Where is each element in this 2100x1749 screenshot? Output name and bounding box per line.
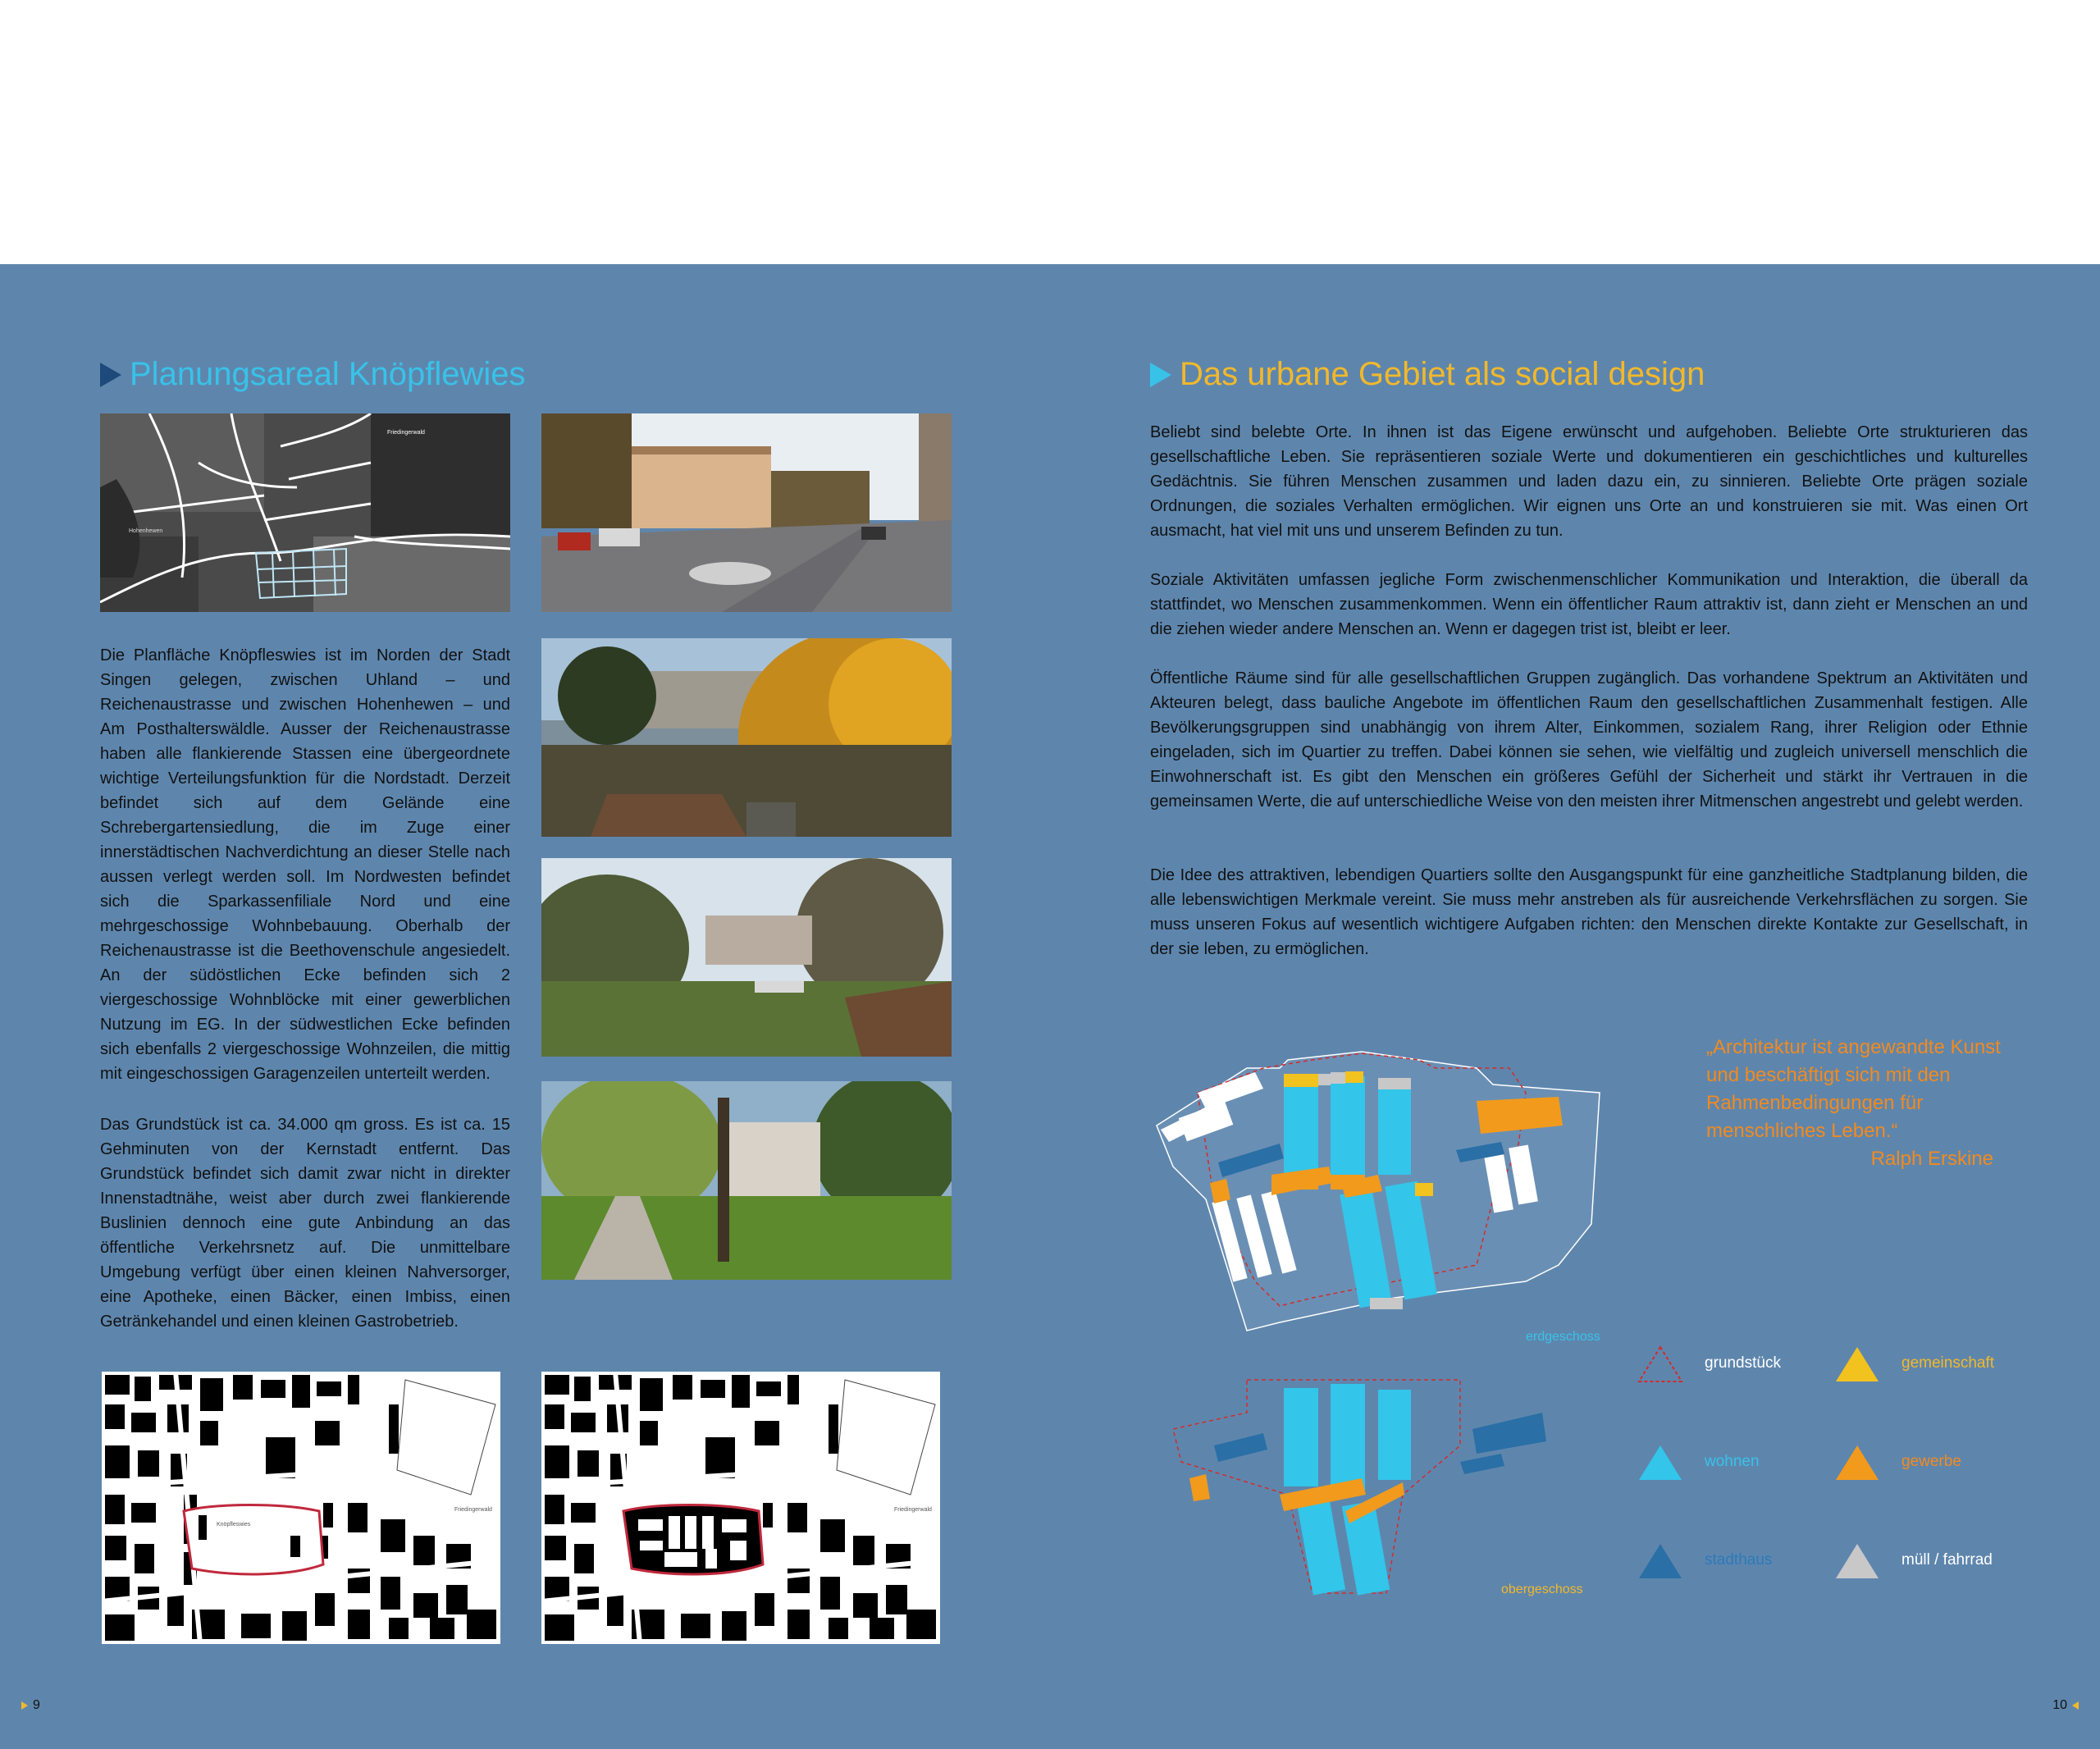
garden-photo-spring xyxy=(541,858,952,1057)
page-number-right xyxy=(2052,1698,2079,1713)
legend-label-muell-fahrrad: müll / fahrrad xyxy=(1901,1551,1993,1569)
page-number-left xyxy=(21,1698,40,1713)
triangle-outline-icon xyxy=(1637,1344,1683,1383)
legend-label-grundstueck: grundstück xyxy=(1705,1354,1781,1372)
quote-author: Ralph Erskine xyxy=(1870,1148,1993,1170)
legend-gewerbe xyxy=(1834,1442,1961,1482)
quote-text: „Architektur ist angewandte Kunst und beschäftigt sich mit den Rahmenbedingungen für menschliches Leben.“ xyxy=(1706,1036,2001,1142)
plan-label-site: Knöpfleswies xyxy=(217,1522,251,1528)
left-page-heading xyxy=(100,356,526,393)
page-marker-icon xyxy=(21,1701,28,1710)
triangle-yellow-icon xyxy=(1834,1344,1880,1383)
pull-quote xyxy=(1706,1034,2018,1173)
legend-gemeinschaft xyxy=(1834,1344,1994,1383)
street-photo xyxy=(541,413,952,612)
right-page-heading xyxy=(1150,356,1705,393)
page-marker-icon xyxy=(2072,1701,2079,1710)
figure-ground-plan-proposed xyxy=(541,1372,940,1644)
right-paragraph-2: Soziale Aktivitäten umfassen jegliche Form zwischenmenschlicher Kommunikation und Interaktion, die überall da stattfindet, wo Menschen zusammenkommen. Wenn ein öffentlicher Raum attraktiv ist, dann zieht er Menschen an und die ziehen wieder andere Menschen an. Wenn er dagegen trist ist, bleibt er leer. xyxy=(1150,571,2028,638)
plan-label-obergeschoss: obergeschoss xyxy=(1501,1582,1583,1596)
figure-ground-plan-existing xyxy=(102,1372,500,1644)
heading-triangle-icon xyxy=(1150,363,1171,387)
legend-wohnen xyxy=(1637,1442,1760,1482)
legend-label-gewerbe: gewerbe xyxy=(1901,1453,1961,1470)
aerial-label-hill: Hohenhewen xyxy=(129,528,163,534)
plan2-label-forest: Friedingerwald xyxy=(894,1507,932,1513)
triangle-darkblue-icon xyxy=(1637,1541,1683,1580)
garden-photo-autumn xyxy=(541,638,952,837)
legend-label-gemeinschaft: gemeinschaft xyxy=(1901,1354,1995,1372)
left-heading-text: Planungsareal Knöpflewies xyxy=(130,356,526,392)
right-heading-text: Das urbane Gebiet als social design xyxy=(1180,356,1705,392)
legend-stadthaus xyxy=(1637,1541,1772,1580)
legend-muell-fahrrad xyxy=(1834,1541,1993,1580)
legend-label-wohnen: wohnen xyxy=(1705,1453,1760,1470)
left-paragraph-1: Die Planfläche Knöpfleswies ist im Norden der Stadt Singen gelegen, zwischen Uhland – und Reichenaustrasse und zwischen Hohenhewen – und Am Posthalterswäldle. Ausser der Reichenaustrasse haben alle flankierende Stassen eine übergeordnete wichtige Verteilungsfunktion für die Nordstadt. Derzeit befindet sich auf dem Gelände eine Schrebergartensiedlung, die im Zuge einer innerstädtischen Nachverdichtung an dieser Stelle nach aussen verlegt werden soll. Im Nordwesten befindet sich die Sparkassenfiliale Nord und eine mehrgeschossige Wohnbebauung. Oberhalb der Reichenaustrasse ist die Beethovenschule angesiedelt. An der südöstlichen Ecke befinden sich 2 viergeschossige Wohnblöcke mit einer gewerblichen Nutzung im EG. In der südwestlichen Ecke befinden sich ebenfalls 2 viergeschossige Wohnzeilen, die mittig mit eingeschossigen Garagenzeilen unterteilt werden. xyxy=(100,646,510,1083)
path-photo xyxy=(541,1081,952,1280)
triangle-grey-icon xyxy=(1834,1541,1880,1580)
right-paragraph-1: Beliebt sind belebte Orte. In ihnen ist das Eigene erwünscht und aufgehoben. Beliebte Orte strukturieren das gesellschaftliche Leben. Sie repräsentieren soziale Werte und dokumentieren ein geschichtliches und kulturelles Gedächtnis. Sie führen Menschen zusammen und laden dazu ein, zu sinnieren. Beliebte Orte prägen soziale Ordnungen, die soziales Verhalten ermöglichen. Wir eignen uns Orte an und konstruieren sie mit. Was einen Ort ausmacht, hat viel mit uns und unserem Befinden zu tun. xyxy=(1150,423,2028,540)
legend-grundstueck xyxy=(1637,1344,1781,1383)
triangle-orange-icon xyxy=(1834,1442,1880,1482)
page-number-right-text: 10 xyxy=(2052,1698,2067,1712)
aerial-map xyxy=(100,413,510,612)
page-number-left-text: 9 xyxy=(33,1698,40,1712)
triangle-cyan-icon xyxy=(1637,1442,1683,1482)
left-paragraph-2: Das Grundstück ist ca. 34.000 qm gross. Es ist ca. 15 Gehminuten von der Kernstadt entfernt. Das Grundstück befindet sich damit zwar nicht in direkter Innenstadtnähe, weist aber durch zwei flankierende Buslinien dennoch eine gute Anbindung an das öffentliche Verkehrsnetz auf. Die unmittelbare Umgebung verfügt über einen kleinen Nahversorger, eine Apotheke, einen Bäcker, einen Imbiss, einen Getränkehandel und einen kleinen Gastrobetrieb. xyxy=(100,1116,510,1331)
aerial-label-forest: Friedingerwald xyxy=(387,430,425,436)
brochure-spread xyxy=(0,264,2100,1749)
plan-label-erdgeschoss: erdgeschoss xyxy=(1526,1330,1600,1344)
site-plan-diagrams xyxy=(1148,1035,1608,1610)
right-paragraph-3: Öffentliche Räume sind für alle gesellschaftlichen Gruppen zugänglich. Das vorhandene Spektrum an Aktivitäten und Akteuren belegt, dass bauliche Angebote im öffentlichen Raum den gesellschaftlichen Zusammenhalt festigen. Alle Bevölkerungsgruppen sind unabhängig von ihrem Alter, Einkommen, sozialem Rang, ihrer Religion oder Ethnie eingeladen, sich im Quartier zu treffen. Dabei können sie sehen, wie vielfältig und zugleich universell menschlich die Einwohnerschaft ist. Es gibt den Menschen ein größeres Gefühl der Sicherheit und stärkt ihr Vertrauen in die gemeinsamen Werte, die auf unterschiedliche Weise von den meisten ihrer Mitmenschen angestrebt und gelebt werden. xyxy=(1150,669,2028,811)
right-paragraph-4: Die Idee des attraktiven, lebendigen Quartiers sollte den Ausgangspunkt für eine ganzheitliche Stadtplanung bilden, die alle lebenswichtigen Merkmale vereint. Sie muss mehr anstreben als für ausreichende Verkehrsflächen zu sorgen. Sie muss unseren Fokus auf wesentlich wichtigere Aufgaben richten: den Menschen direkte Kontakte zur Gesellschaft, in der sie leben, zu ermöglichen. xyxy=(1150,866,2028,958)
legend-label-stadthaus: stadthaus xyxy=(1705,1551,1773,1569)
heading-triangle-icon xyxy=(100,363,121,387)
plan-label-forest: Friedingerwald xyxy=(454,1507,492,1513)
